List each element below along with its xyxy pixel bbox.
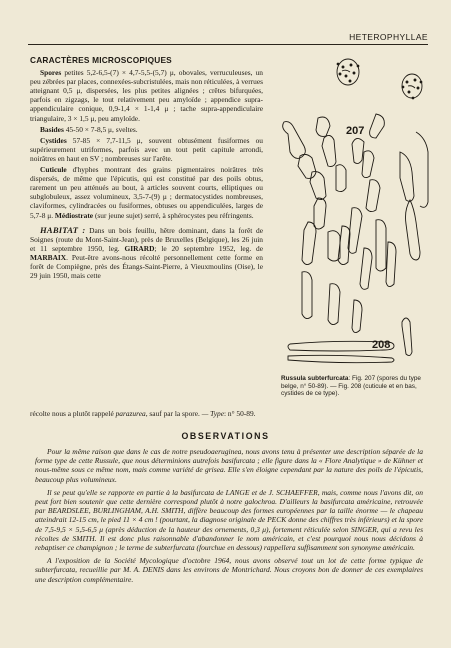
header-rule [28, 44, 428, 45]
section-heading: CARACTÈRES MICROSCOPIQUES [30, 55, 172, 65]
microscopy-figure [268, 52, 438, 370]
observations-heading: OBSERVATIONS [181, 431, 270, 441]
cuticule-text: d'hyphes montrant des grains pigmentaires noirâtres très dispersés, de même que l'épicutis, qui est constitué par des poils obtus, rarement un peu atténués au bout, à articles souvent courts, elliptiques ou subglobuleux, assez volumineux, 3,5-7-(9) μ ; dermatocystides nombreuses, claviformes, cylindracées ou fusiformes, obtuses ou appendiculées, larges de 5,7-8 μ. [30, 165, 263, 220]
type-label: — Type [201, 409, 225, 418]
type-line [30, 409, 425, 418]
observations-body [35, 447, 423, 588]
basides-paragraph [30, 125, 263, 134]
habitat-text-b: ; le 20 septembre 1952, leg. de [154, 243, 263, 253]
spores-paragraph [30, 68, 263, 123]
cystides-paragraph [30, 136, 263, 163]
spores-text: petites 5,2-6,5-(7) × 4,7-5,5-(5,7) μ, obovales, verruculeuses, un peu zébrées par places, connexées-subcristulées, mais non réticulées, à verrues atteignant 0,5 μ, dispersées, les plus petites alignées ; crêtes bifurquées, parfois en zigzags, le tout relativement peu amyloïde ; appendice supra-appendiculaire conique, 0,9-1,4 × 1-1,4 μ ; tache supra-appendiculaire triangulaire, 3 × 1,5 μ, peu amyloïde. [30, 68, 263, 123]
cystides-text: 57-85 × 7,7-11,5 μ, souvent obtusément fusiformes ou supérieurement utriformes, parfois avec un tout petit capitule arrondi, noirâtres en haut en SV ; nombreuses sur l'arête. [30, 135, 264, 163]
figure-caption [281, 375, 431, 398]
figure-208-label: 208 [372, 339, 391, 351]
cuticule-paragraph [30, 165, 263, 220]
collector-marbaix: MARBAIX [30, 252, 67, 262]
cuticule-label: Cuticule [40, 165, 67, 175]
cystidia-drawing [288, 318, 412, 363]
habitat-label: HABITAT : [40, 224, 86, 235]
running-title: HETEROPHYLLAE [349, 32, 428, 42]
figure-207-label: 207 [346, 125, 365, 137]
type-line-lead: récolte nous a plutôt rappelé [30, 409, 114, 418]
mediostrate-label: Médiostrate [54, 210, 94, 220]
observation-paragraph: A l'exposition de la Société Mycologique d'octobre 1964, nous avons observé tout un lot de cette forme typique de subterfurcata, recueillie par M. A. DENIS dans les environs de Montrichard. Nous croyons bon de donner de ces exemplaires une description complémentaire. [35, 556, 423, 584]
basides-text: 45-50 × 7-8,5 μ, sveltes. [65, 124, 138, 134]
type-line-species: parazurea [115, 409, 146, 418]
type-value: : n° 50-89. [224, 409, 256, 418]
observation-paragraph: Il se peut qu'elle se rapporte en partie à la basifurcata de LANGE et de J. SCHAEFFER, mais, comme nous l'avons dit, on peut fort bien soutenir que cette dernière correspond plutôt à notre galochroa. D'ailleurs la basifurcata américaine, retrouvée par BEARDSLEE, BURLINGHAM, A.H. SMITH, diffère beaucoup des formes européennes par la taille énorme — le chapeau atteindrait 12-15 cm, le pied 11 × 4 cm ! (pourtant, la diagnose originale de PECK donne des chiffres très inférieurs) et la spore de 7,5-9,5 × 5,5-6,5 μ (après déduction de la hauteur des ornements, 0,3 μ), fortement réticulée selon SINGER, qui a revu les récoltes de SMITH. Il est donc plus raisonnable d'abandonner le nom américain, et c'est pourquoi nous nous décidons à rebaptiser ce champignon ; le terme de subterfurcata (fourchue en dessous) rappellera suffisamment son synonyme américain. [35, 487, 423, 553]
habitat-text-c: . Peut-être avons-nous récolté personnellement cette forme en forêt de Compiègne, près des Étangs-Saint-Pierre, à Vieuxmoulins (Oise), le 29 juin 1950, mais cette [30, 252, 263, 281]
habitat-paragraph [30, 226, 263, 281]
spore-drawing [402, 74, 422, 99]
cystides-label: Cystides [40, 135, 67, 145]
habitat-text: Dans un bois feuillu, hêtre dominant, dans la forêt de Soignes (route du Mont-Saint-Jean), près de Bruxelles (Belgique), les 26 juin et 11 septembre 1950, leg. [30, 225, 263, 253]
basides-label: Basides [40, 124, 64, 134]
description-column [30, 56, 263, 280]
caption-text: : Fig. 207 (spores du type belge, n° 50-89). — Fig. 208 (cuticule et en bas, cystides de ce type). [281, 375, 421, 398]
caption-species: Russula subterfurcata [281, 375, 349, 382]
collector-girard: GIRARD [124, 243, 155, 253]
spores-label: Spores [40, 68, 62, 78]
observation-paragraph: Pour la même raison que dans le cas de notre pseudoaeruginea, nous avons tenu à présenter une description séparée de la forme type de cette Russule, que nous déterminions autrefois basifurcata ; elle figure dans la « Flore Analytique » de Kühner et nous-même sous ce même nom, mais comme variété de grisea. Elle s'en éloigne cependant par la nature des poils de l'épicutis, beaucoup plus volumineux. [35, 447, 423, 484]
mediostrate-text: (sur jeune sujet) serré, à sphérocystes peu réfringents. [94, 210, 254, 220]
spore-drawing [337, 59, 359, 85]
cuticle-hyphae-drawing [283, 114, 428, 333]
type-line-after: , sauf par la spore. [145, 409, 200, 418]
